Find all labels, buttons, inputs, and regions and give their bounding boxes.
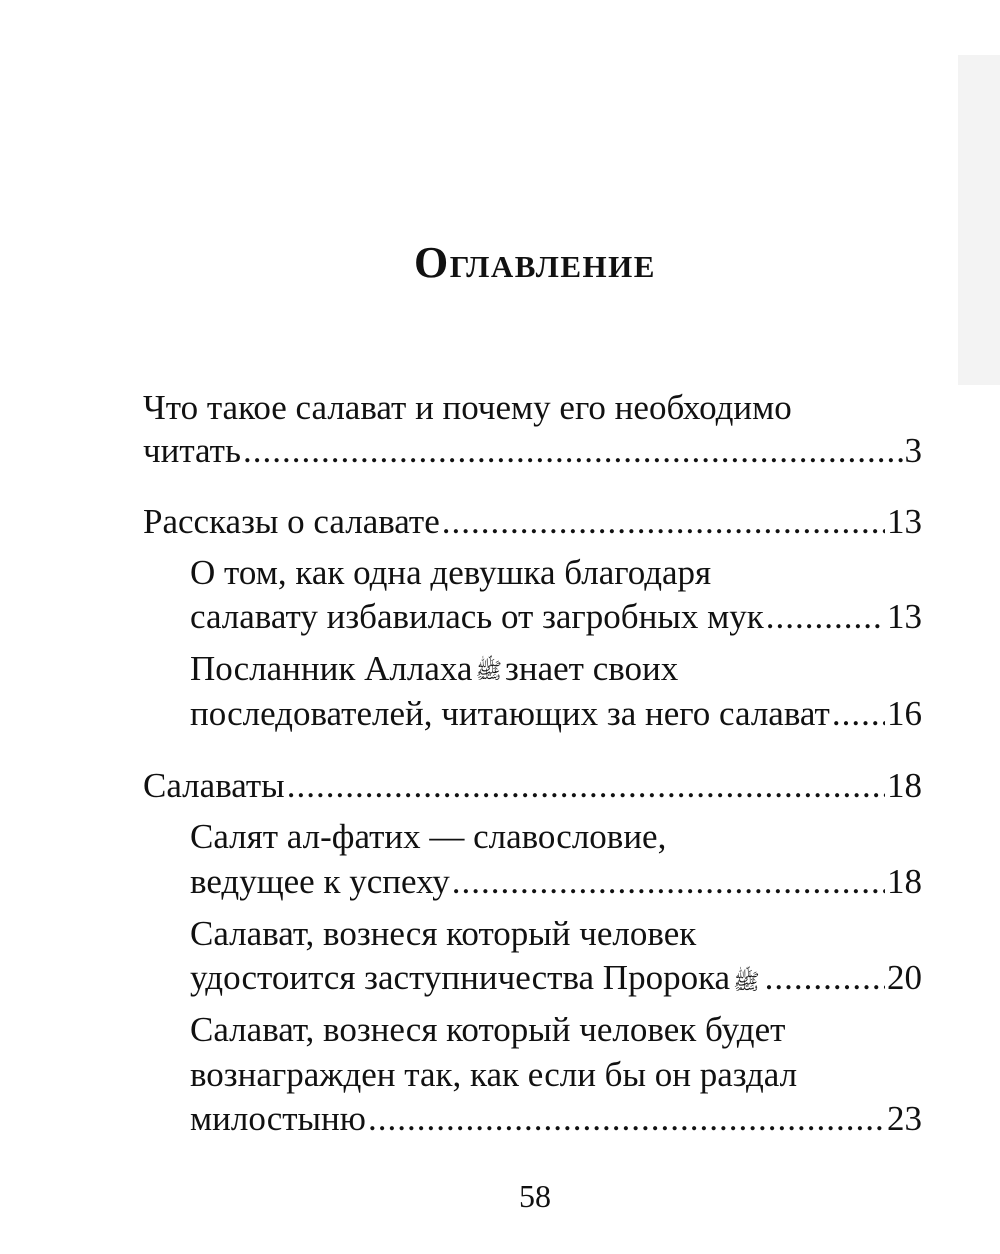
toc-page-number: 3 [904,431,922,470]
toc-page-number: 16 [887,694,922,733]
toc-entry-text: Салават, вознеся который человек [190,914,697,953]
page-edge-shadow [958,55,1000,385]
toc-entry-line [190,553,922,593]
toc-entry-text: Посланник Аллаха [190,649,473,688]
toc-entry-line [190,1010,922,1050]
toc-entry-line [143,388,922,428]
toc-entry-line[interactable] [190,958,922,998]
toc-entry-line [190,914,922,954]
toc-entry-text: милостыню [190,1099,366,1138]
toc-entry-text: знает своих [505,649,679,688]
toc-entry-text: Рассказы о салавате [143,502,440,541]
toc-entry-line[interactable] [190,862,922,902]
dot-leader [287,766,885,806]
dot-leader [368,1099,885,1139]
toc-page-number: 13 [887,502,922,541]
dot-leader [243,431,903,471]
dot-leader [442,502,885,542]
toc-entry-text: читать [143,431,241,470]
toc-entry-line[interactable] [143,502,922,542]
toc-entry-text: О том, как одна девушка благодаря [190,553,712,592]
dot-leader [452,862,885,902]
dot-leader [832,694,885,734]
toc-entry-text: Салават, вознеся который человек будет [190,1010,786,1049]
toc-page-number: 18 [887,766,922,805]
toc-entry-line[interactable] [143,431,922,471]
toc-entry-text: последователей, читающих за него салават [190,694,830,733]
toc-page-number: 18 [887,862,922,901]
toc-entry-text: вознагражден так, как если бы он раздал [190,1055,798,1094]
toc-page-number: 23 [887,1099,922,1138]
page-title: Оглавление [414,238,656,288]
toc-entry-line[interactable] [143,766,922,806]
toc-entry-line[interactable] [190,1099,922,1139]
dot-leader [766,597,885,637]
toc-entry-text: удостоится заступничества Пророка [190,958,731,997]
toc-entry-text: Салаваты [143,766,285,805]
toc-entry-line [190,649,922,689]
toc-entry-text: салавату избавилась от загробных мук [190,597,764,636]
dot-leader [765,958,885,998]
toc-entry-text: Что такое салават и почему его необходимо [143,388,792,427]
toc-entry-line[interactable] [190,694,922,734]
toc-entry-line[interactable] [190,597,922,637]
honorific-symbol-icon: ﷺ [475,658,503,683]
toc-entry-text: Салят ал-фатих — славословие, [190,817,667,856]
honorific-symbol-icon: ﷺ [733,969,760,994]
toc-page-number: 20 [887,958,922,997]
toc-entry-text: ведущее к успеху [190,862,450,901]
toc-page-number: 13 [887,597,922,636]
page-number: 58 [519,1178,551,1214]
toc-entry-line [190,817,922,857]
toc-entry-line [190,1055,922,1095]
